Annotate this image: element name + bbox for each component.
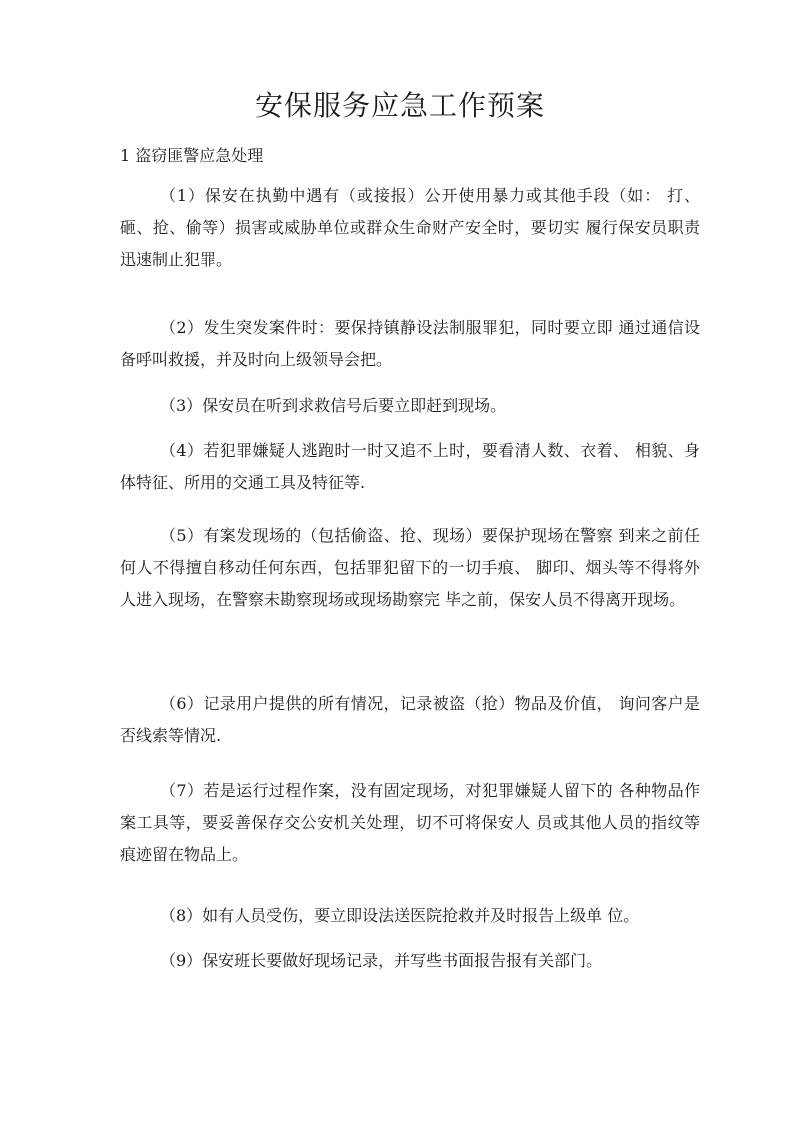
paragraph-5: （5）有案发现场的（包括偷盗、抢、现场）要保护现场在警察 到来之前任何人不得擅自移动任何东西，包括罪犯留下的一切手痕、 脚印、烟头等不得将外人进入现场，在警察未勘察现场或现场勘察完 毕之前，保安人员不得离开现场。	[120, 526, 700, 609]
paragraph-2: （2）发生突发案件时：要保持镇静设法制服罪犯，同时要立即 通过通信设备呼叫救援，并及时向上级领导会把。	[120, 318, 700, 369]
paragraph-9: （9）保安班长要做好现场记录，并写些书面报告报有关部门。	[160, 951, 603, 970]
paragraph-4: （4）若犯罪嫌疑人逃跑时一时又追不上时，要看清人数、衣着、 相貌、身体特征、所用的交通工具及特征等.	[120, 441, 700, 492]
document-title: 安保服务应急工作预案	[254, 89, 545, 122]
paragraph-3: （3）保安员在听到求救信号后要立即赶到现场。	[160, 396, 507, 415]
section-heading: 1 盗窃匪警应急处理	[120, 146, 264, 165]
paragraph-8: （8）如有人员受伤，要立即设法送医院抢救并及时报告上级单 位。	[160, 906, 640, 925]
paragraph-6: （6）记录用户提供的所有情况，记录被盗（抢）物品及价值， 询问客户是否线索等情况.	[120, 694, 700, 745]
paragraph-1: （1）保安在执勤中遇有（或接报）公开使用暴力或其他手段（如： 打、砸、抢、偷等）损害或威胁单位或群众生命财产安全时，要切实 履行保安员职责迅速制止犯罪。	[120, 186, 700, 269]
paragraph-7: （7）若是运行过程作案，没有固定现场，对犯罪嫌疑人留下的 各种物品作案工具等，要妥善保存交公安机关处理，切不可将保安人 员或其他人员的指纹等痕迹留在物品上。	[120, 781, 700, 864]
